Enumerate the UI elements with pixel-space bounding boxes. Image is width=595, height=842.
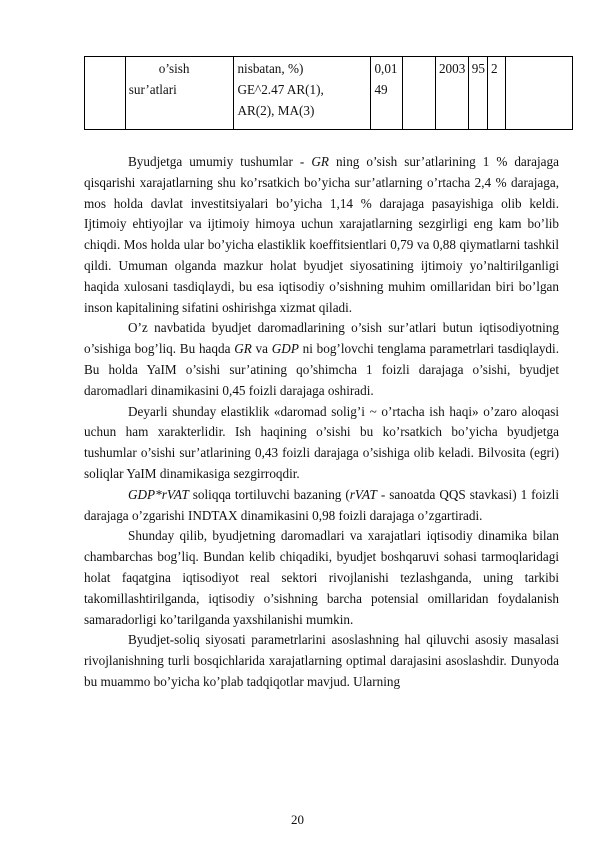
table-row: [85, 57, 573, 130]
cell-text: GE^2.47 AR(1),: [237, 82, 324, 97]
cell-text: sur’atlari: [128, 82, 177, 97]
table-cell-value-1: [468, 57, 487, 130]
text-run: Deyarli shunday elastiklik «daromad solig’i ~ o’rtacha ish haqi» o’zaro aloqasi uchun ham xarakterlidir. Ish haqining o’sishi bu ko’rsatkich bo’yicha byudjetga tushumlar o’sishi sur’atlarining 0,43 foizli darajaga o’sishiga olib keladi. Bilvosita (egri) soliqlar YaIM dinamikasiga sezgirroqdir.: [84, 403, 559, 481]
text-run: soliqqa tortiluvchi bazaning (: [188, 486, 350, 502]
cell-text: 2003: [438, 61, 466, 76]
paragraph: [84, 402, 559, 485]
page-number: 20: [291, 812, 304, 827]
cell-text: nisbatan, %): [237, 61, 304, 76]
table-cell-year: [435, 57, 468, 130]
italic-term: GDP: [271, 341, 299, 357]
italic-term: rVAT: [349, 486, 377, 502]
italic-term: GR: [234, 341, 252, 357]
table-cell-value-2: [488, 57, 506, 130]
body-text: [84, 152, 559, 693]
paragraph: [84, 485, 559, 527]
paragraph: [84, 630, 559, 692]
table-cell-coefficient: [371, 57, 403, 130]
cell-text: 49: [374, 82, 388, 97]
italic-term: GR: [311, 154, 329, 169]
table-cell-empty-3: [506, 57, 573, 130]
table-cell-empty-1: [85, 57, 126, 130]
text-run: O’z navbatida byudjet daromadlarining o’sish sur’atlari butun iqtisodiyotning o’sishiga bog’liq. Bu haqda: [84, 320, 559, 357]
cell-text: 95: [471, 61, 485, 76]
table-fragment: [84, 56, 573, 130]
paragraph: [84, 152, 559, 318]
text-run: Byudjetga umumiy tushumlar -: [128, 154, 312, 169]
cell-text: o’sish: [158, 61, 190, 76]
cell-text: 2: [491, 61, 498, 76]
paragraph: [84, 526, 559, 630]
text-run: ning o’sish sur’atlarining 1 % darajaga qisqarishi xarajatlarning shu ko’rsatkich bo’yicha sur’atlarning o’rtacha 2,4 % darajaga, mos holda davlat investitsiyalari bo’yicha 1,14 % darajaga pasayishiga olib keldi. Ijtimoiy ehtiyojlar va ijtimoiy himoya uchun xarajatlarning sezgirligi eng kam bo’lib chiqdi. Mos holda ular bo’yicha elastiklik koeffitsientlari 0,79 va 0,88 qiymatlarni tashkil qildi. Umuman olganda mazkur holat byudjet siyosatining ijtimoiy yo’naltirilganligi haqida xulosani tasdiqlaydi, bu esa iqtisodiy o’sishning muhim omillaridan biri bo’lgan inson kapitalining sifatini oshirishga xizmat qiladi.: [84, 154, 559, 315]
italic-term: GDP*rVAT: [128, 486, 189, 502]
text-run: va: [251, 341, 272, 357]
paragraph: [84, 318, 559, 401]
text-run: Shunday qilib, byudjetning daromadlari va xarajatlari iqtisodiy dinamika bilan chambarchas bog’liq. Bundan kelib chiqadiki, byudjet boshqaruvi sohasi tarmoqlaridagi holat faqatgina iqtisodiyot real sektori rivojlanishi tezlashganda, uning tarkibi takomillashtirilganda, iqtisodiy o’sishning barcha potensial omillaridan foydalanish samaradorligi ko’tarilganda yaxshilanishi mumkin.: [84, 528, 559, 627]
text-run: Byudjet-soliq siyosati parametrlarini asoslashning hal qiluvchi asosiy masalasi rivojlanishning turli bosqichlarida xarajatlarning optimal darajasini asoslashdir. Dunyoda bu muammo bo’yicha ko’plab tadqiqotlar mavjud. Ularning: [84, 632, 559, 689]
table-cell-indicator: [125, 57, 234, 130]
text-run: ni bog’lovchi tenglama parametrlari tasdiqlaydi. Bu holda YaIM o’sishi sur’atining qo’shimcha 1 foizli darajaga o’sishi, byudjet daromadlari dinamikasini 0,45 foizli darajaga oshiradi.: [84, 341, 559, 398]
table-cell-model: [234, 57, 371, 130]
text-run: - sanoatda QQS stavkasi) 1 foizli darajaga o’zgarishi INDTAX dinamikasini 0,98 foizli darajaga o’zgartiradi.: [84, 486, 559, 523]
table-cell-empty-2: [403, 57, 436, 130]
cell-text: AR(2), MA(3): [237, 103, 315, 118]
cell-text: 0,01: [374, 61, 398, 76]
